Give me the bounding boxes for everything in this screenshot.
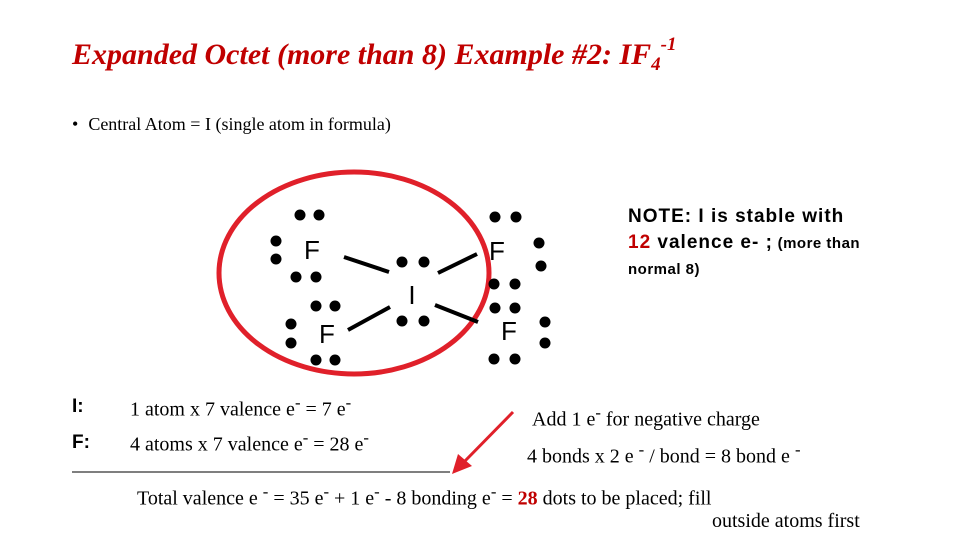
bullet-text: Central Atom = I (single atom in formula) (88, 114, 391, 134)
electron-dot (286, 319, 297, 330)
electron-dot (511, 212, 522, 223)
electron-dot (271, 254, 282, 265)
electron-dot (330, 355, 341, 366)
electron-dot (397, 316, 408, 327)
bond-electrons-text: 4 bonds x 2 e - / bond = 8 bond e - (527, 440, 801, 468)
note-line-2 (628, 230, 860, 257)
slide-title: Expanded Octet (more than 8) Example #2: $IF_4^{-1}$ (72, 34, 677, 75)
atom-f-top-left: F (304, 235, 320, 265)
bond-line (348, 307, 390, 330)
electron-dot (540, 338, 551, 349)
note-line-1: NOTE: I is stable with (628, 206, 845, 227)
bullet-marker: • (72, 114, 79, 134)
note-count: 12 (628, 232, 652, 253)
bond-line (344, 257, 389, 272)
electron-dot (489, 354, 500, 365)
electron-dot (510, 303, 521, 314)
electron-dot (330, 301, 341, 312)
charge-adjustment-text: Add 1 e- for negative charge (532, 403, 760, 431)
total-dots-count: 28 (517, 487, 538, 510)
note-line-3: normal 8) (628, 261, 701, 278)
stability-note (628, 204, 860, 283)
total-valence-line: Total valence e - = 35 e- + 1 e- - 8 bonding e- = 28 dots to be placed; fill (137, 482, 712, 510)
electron-dot (490, 212, 501, 223)
electron-dot (419, 257, 430, 268)
electron-dot (489, 279, 500, 290)
electron-dot (271, 236, 282, 247)
electron-dot (534, 238, 545, 249)
arrow-shaft (464, 412, 513, 462)
bond-line (438, 254, 477, 273)
electron-dot (311, 301, 322, 312)
electron-dot (510, 354, 521, 365)
iodine-count-text: 1 atom x 7 valence e- = 7 e- (130, 393, 352, 421)
electron-dot (291, 272, 302, 283)
atom-f-bottom-left: F (319, 319, 335, 349)
iodine-label: I: (72, 396, 84, 417)
electron-dot (314, 210, 325, 221)
electron-dot (286, 338, 297, 349)
electron-dot (419, 316, 430, 327)
electron-dot (397, 257, 408, 268)
electron-dot (311, 272, 322, 283)
atom-i-central: I (408, 280, 416, 310)
atom-f-bottom-right: F (501, 316, 517, 346)
electron-dot (490, 303, 501, 314)
bond-line (435, 305, 478, 322)
fluorine-count-text: 4 atoms x 7 valence e- = 28 e- (130, 428, 369, 456)
fluorine-label: F: (72, 432, 90, 453)
highlight-circle (219, 172, 489, 374)
note-line-2-text: valence e- ; (651, 232, 773, 253)
electron-dot (536, 261, 547, 272)
atom-f-top-right: F (489, 236, 505, 266)
electron-dot (311, 355, 322, 366)
electron-dot (510, 279, 521, 290)
electron-dot (295, 210, 306, 221)
note-line-2-small: (more than (772, 235, 861, 252)
total-valence-line-2: outside atoms first (712, 510, 860, 532)
electron-dot (540, 317, 551, 328)
